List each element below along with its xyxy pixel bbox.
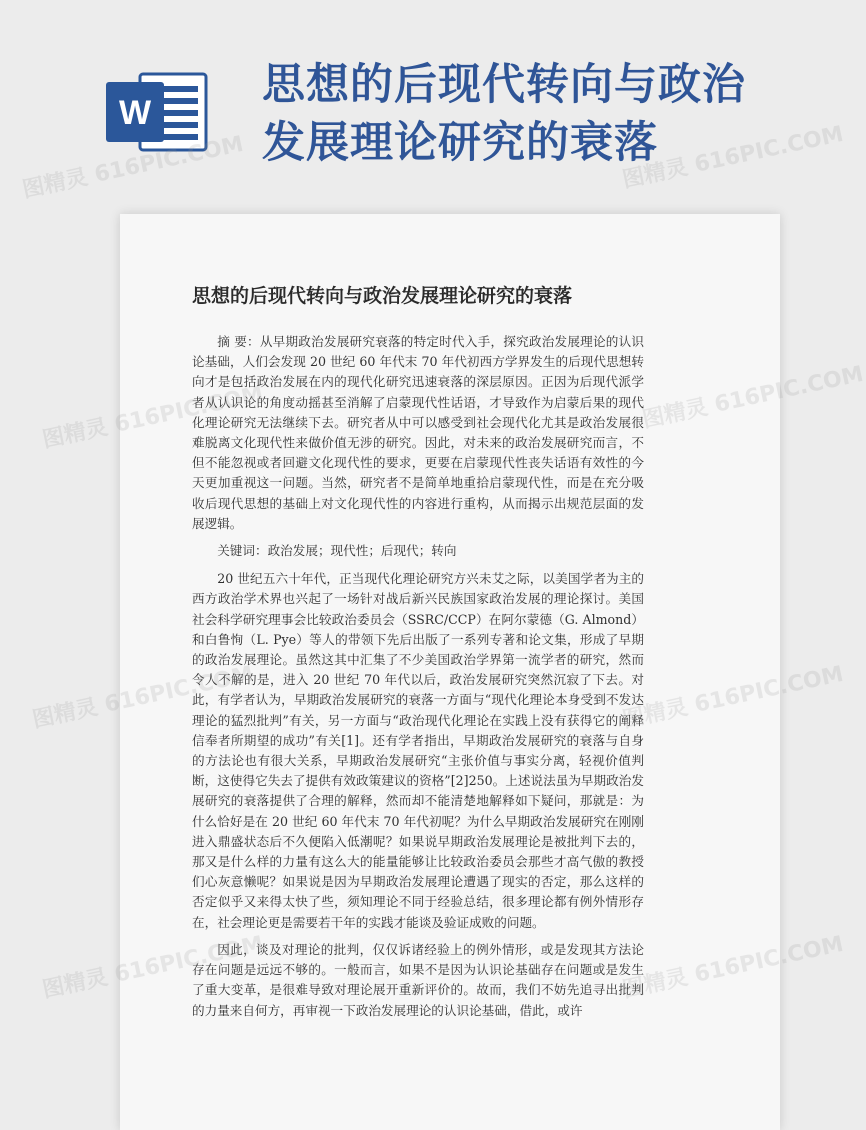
- document-body: [192, 332, 644, 1028]
- document-title: 思想的后现代转向与政治发展理论研究的衰落: [192, 285, 573, 307]
- header-title: 思想的后现代转向与政治发展理论研究的衰落: [262, 60, 746, 168]
- watermark-text: 图精灵: [40, 964, 111, 1004]
- watermark-text: 图精灵: [40, 414, 111, 454]
- header: [0, 0, 800, 190]
- body-paragraph: 20 世纪五六十年代，正当现代化理论研究方兴未艾之际，以美国学者为主的西方政治学术界也兴起了一场针对战后新兴民族国家政治发展的理论探讨。美国社会科学研究理事会比较政治委员会（SSRC/CCP）在阿尔蒙德（G. Almond）和白鲁恂（L. Pye）等人的带领下先后出版了一系列专著和论文集，形成了早期的政治发展理论。虽然这其中汇集了不少美国政治学界第一流学者的研究，然而令人不解的是，进入 20 世纪 70 年代以后，政治发展研究突然沉寂了下去。对此，有学者认为，早期政治发展研究的衰落一方面与“现代化理论本身受到不发达理论的猛烈批判”有关，另一方面与“政治现代化理论在实践上没有获得它的阐释信奉者所期望的成功”有关[1]。还有学者指出，早期政治发展研究的衰落与自身的方法论也有很大关系，早期政治发展研究“主张价值与事实分离，轻视价值判断，这使得它失去了提供有效政策建议的资格”[2]250。上述说法虽为早期政治发展研究的衰落提供了合理的解释，然而却不能清楚地解释如下疑问，那就是：为什么恰好是在 20 世纪 60 年代末 70 年代初呢？为什么早期政治发展研究在刚刚进入鼎盛状态后不久便陷入低潮呢？如果说早期政治发展理论是被批判下去的，那又是什么样的力量有这么大的能量能够让比较政治委员会那些才高气傲的教授们心灰意懒呢？如果说是因为早期政治发展理论遭遇了现实的否定，那么这样的否定似乎又来得太快了些，须知理论不同于经验总结，很多理论都有例外情形存在，社会理论更是需要若干年的实践才能谈及验证成败的问题。: [192, 571, 644, 930]
- watermark-text: 616PIC.COM: [712, 361, 866, 418]
- svg-text:W: W: [118, 94, 152, 132]
- watermark-text: 图精灵 616PIC.COM: [620, 121, 846, 194]
- watermark-text: 图精灵 616PIC.COM: [20, 131, 246, 204]
- abstract-paragraph: 摘 要：从早期政治发展研究衰落的特定时代入手，探究政治发展理论的认识论基础，人们会发现 20 世纪 60 年代末 70 年代初西方学界发生的后现代思想转向才是包括政治发展在内的现代化研究迅速衰落的深层原因。正因为后现代派学者从认识论的角度动摇甚至消解了启蒙现代性话语，才导致作为启蒙后果的现代化理论研究无法继续下去。研究者从中可以感受到社会现代化尤其是政治发展很难脱离文化现代性来做价值无涉的研究。因此，对未来的政治发展研究而言，不但不能忽视或者回避文化现代性的要求，更要在启蒙现代性丧失话语有效性的今天更加重视这一问题。当然，研究者不是简单地重拾启蒙现代性，而是在充分吸收后现代思想的基础上对文化现代性的内容进行重构，从而揭示出规范层面的发展逻辑。: [192, 334, 644, 531]
- keywords-paragraph: 关键词：政治发展；现代性；后现代；转向: [217, 543, 457, 559]
- word-document-icon: [106, 70, 210, 154]
- watermark-text: 图精灵: [30, 694, 101, 734]
- body-paragraph: 因此，谈及对理论的批判，仅仅诉诸经验上的例外情形，或是发现其方法论存在问题是远远不够的。一般而言，如果不是因为认识论基础存在问题或是发生了重大变革，是很难导致对理论展开重新评价的。故而，我们不妨先追寻出批判的力量来自何方，再审视一下政治发展理论的认识论基础，借此，或许: [192, 941, 644, 1018]
- document-page: [120, 214, 780, 1130]
